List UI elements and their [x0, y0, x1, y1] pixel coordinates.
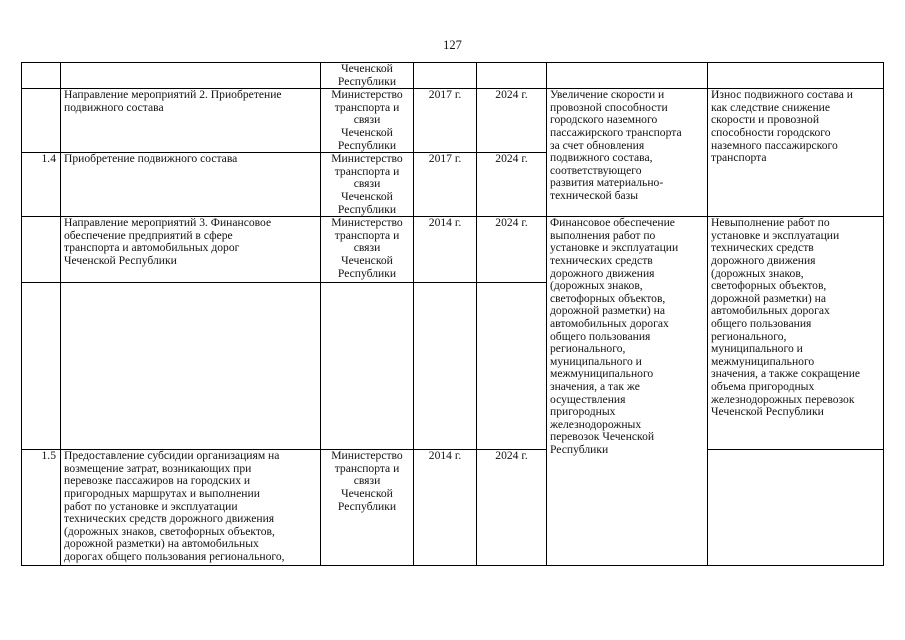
row-number	[22, 217, 61, 283]
end-year: 2024 г.	[477, 153, 547, 217]
activity-title: Направление мероприятий 2. Приобретение подвижного состава	[61, 89, 321, 153]
end-year: 2024 г.	[477, 450, 547, 566]
empty-cell	[61, 283, 321, 450]
activity-title: Направление мероприятий 3. Финансовое обеспечение предприятий в сфере транспорта и автомобильных дорог Чеченской Республики	[61, 217, 321, 283]
consequences	[708, 63, 884, 89]
executor-cell: Министерство транспорта и связи Чеченской Республики	[321, 89, 414, 153]
executor-cell: Министерство транспорта и связи Чеченской Республики	[321, 450, 414, 566]
end-year: 2024 г.	[477, 217, 547, 283]
activity-title: Предоставление субсидии организациям на возмещение затрат, возникающих при перевозке пассажиров на городских и пригородных маршрутах и выполнении работ по установке и эксплуатации технических средств дорожного движения (дорожных знаков, светофорных объектов, дорожной разметки) на автомобильных дорогах общего пользования регионального,	[61, 450, 321, 566]
table-row-direction-3	[22, 217, 884, 283]
consequences: Износ подвижного состава и как следствие снижение скорости и провозной способности городского наземного пассажирского транспорта	[708, 89, 884, 217]
start-year	[414, 63, 477, 89]
row-number	[22, 89, 61, 153]
page-number: 127	[443, 38, 462, 52]
executor-cell: Чеченской Республики	[321, 63, 414, 89]
empty-cell	[22, 283, 61, 450]
consequences	[708, 450, 884, 566]
activity-title	[61, 63, 321, 89]
expected-result: Увеличение скорости и провозной способности городского наземного пассажирского транспорта за счет обновления подвижного состава, соответствующего развития материально- технической базы	[547, 89, 708, 217]
executor-cell: Министерство транспорта и связи Чеченской Республики	[321, 153, 414, 217]
end-year: 2024 г.	[477, 89, 547, 153]
empty-cell	[477, 283, 547, 450]
start-year: 2014 г.	[414, 450, 477, 566]
table-row-continuation	[22, 63, 884, 89]
end-year	[477, 63, 547, 89]
empty-cell	[414, 283, 477, 450]
table-row-1-5	[22, 450, 884, 566]
start-year: 2017 г.	[414, 153, 477, 217]
row-number: 1.5	[22, 450, 61, 566]
expected-result: Финансовое обеспечение выполнения работ по установке и эксплуатации технических средств дорожного движения (дорожных знаков, светофорных объектов, дорожной разметки) на автомобильных дорогах общего пользования регионального, муниципального и межмуниципального значения, а так же осуществления пригородных железнодорожных перевозок Чеченской Республики	[547, 217, 708, 566]
program-activities-table	[21, 62, 884, 566]
consequences: Невыполнение работ по установке и эксплуатации технических средств дорожного движения (дорожных знаков, светофорных объектов, дорожной разметки) на автомобильных дорогах общего пользования регионального, муниципального и межмуниципального значения, а также сокращение объема пригородных железнодорожных перевозок Чеченской Республики	[708, 217, 884, 450]
executor-cell: Министерство транспорта и связи Чеченской Республики	[321, 217, 414, 283]
activity-title: Приобретение подвижного состава	[61, 153, 321, 217]
start-year: 2014 г.	[414, 217, 477, 283]
start-year: 2017 г.	[414, 89, 477, 153]
expected-result	[547, 63, 708, 89]
row-number: 1.4	[22, 153, 61, 217]
row-number	[22, 63, 61, 89]
table-row-direction-2	[22, 89, 884, 153]
empty-cell	[321, 283, 414, 450]
